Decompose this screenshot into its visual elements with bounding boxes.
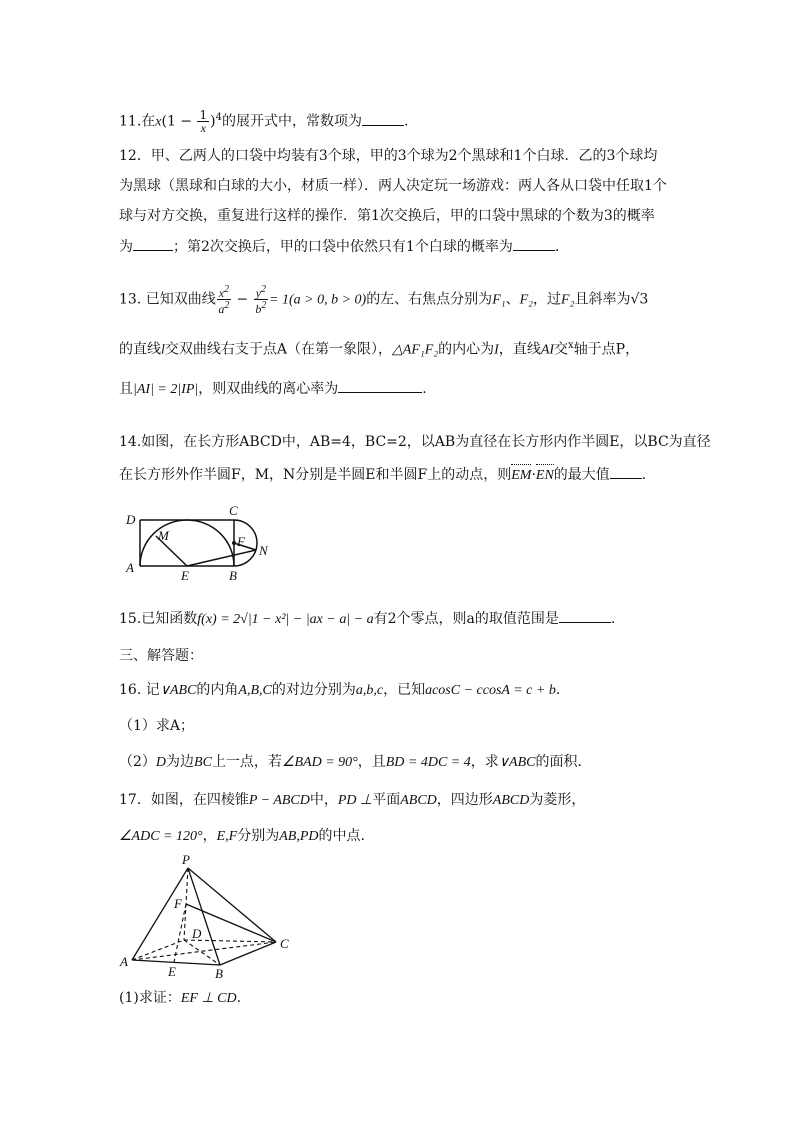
q13-sqrt3: √3 <box>630 291 649 308</box>
q13-line3 <box>119 378 427 400</box>
q11-pre: 11.在 <box>119 113 156 130</box>
q14-label-n: N <box>259 543 268 558</box>
q17-label-d: D <box>192 926 202 941</box>
q13-line2f: 轴于点P， <box>573 341 640 358</box>
q14-line2b: 的最大值 <box>553 467 610 483</box>
q14-vec-en: EN <box>536 466 554 486</box>
q15-fx: f(x) = 2√|1 − x²| − |ax − a| − a <box>197 612 374 627</box>
q17-line1e: 为菱形， <box>529 792 586 808</box>
q16-len: BD = 4DC = 4 <box>385 755 471 770</box>
q16-angles: A,B,C <box>238 683 272 698</box>
q17-edge-bc <box>220 942 276 965</box>
q16-p2a: （2） <box>119 754 156 770</box>
q14-label-m: M <box>158 528 169 543</box>
q11-answer-blank <box>362 111 404 126</box>
q13-line1: 13. 已知双曲线 $\frac{x^2}{a^2}$ − $\frac{y^2}{b^2}$ = 1(a > 0, b > 0)的左、右焦点分别为F₁、F₂，过F₂且斜率为√3 <box>119 284 649 316</box>
q11-expr-open: (1 − <box>161 113 197 130</box>
q16-eq: acosC − ccosA = c + b <box>425 683 556 698</box>
q17-edge-pa <box>132 868 188 960</box>
q17-part1c: . <box>236 990 242 1006</box>
q13-frac-y: $\frac{y^2}{b^2}$ <box>255 284 267 316</box>
q13-pre: 13. 已知双曲线 <box>119 291 216 308</box>
q14-blank <box>610 464 642 479</box>
q14-line1: 14.如图，在长方形ABCD中，AB=4，BC=2，以AB为直径在长方形内作半圆E，以BC为直径 <box>119 434 711 450</box>
q11-expr-close: ) <box>210 113 216 130</box>
q13-line2a: 的直线 <box>119 341 161 358</box>
q16-p2e: ，求 <box>470 754 499 770</box>
q13-xaxis: x <box>568 340 574 351</box>
q17-line2c: 分别为 <box>237 828 280 844</box>
q12-line4a: 为 <box>119 239 133 255</box>
q14-label-d: D <box>126 512 136 527</box>
q17-plane: ABCD <box>400 793 437 808</box>
q15 <box>119 608 615 630</box>
q13-line3b: ，则双曲线的离心率为 <box>198 381 339 397</box>
q17-line1c: 平面 <box>372 792 401 808</box>
q17-line2d: 的中点. <box>318 828 365 844</box>
q11-post: 的展开式中，常数项为 <box>221 113 362 130</box>
q14-label-f: F <box>237 534 245 549</box>
q16-line1e: . <box>555 682 561 698</box>
q13-f2: F₂ <box>519 292 534 308</box>
q17-perp: PD ⊥ <box>337 793 373 808</box>
q11-frac <box>197 109 209 134</box>
q16-part1: （1）求A； <box>119 718 195 734</box>
q17-figure <box>116 852 306 982</box>
q13-f2b: F₂ <box>561 292 575 308</box>
q13-l: l <box>161 342 165 358</box>
q12-line2: 为黑球（黑球和白球的大小，材质一样）．两人决定玩一场游戏：两人各从口袋中任取1个 <box>119 178 667 194</box>
q14-line2a: 在长方形外作半圆F，M，N分别是半圆E和半圆F上的动点，则 <box>119 467 512 483</box>
q14-label-e: E <box>181 568 189 583</box>
q17-pyr: P − ABCD <box>248 793 310 808</box>
q17-line2 <box>119 826 365 847</box>
q15-post: 有2个零点，则a的取值范围是 <box>373 611 559 627</box>
q17-label-e: E <box>168 964 176 979</box>
q16-p2d: ，且 <box>357 754 386 770</box>
q17-edge-ab <box>132 960 220 965</box>
q13-sep: 、 <box>505 291 520 308</box>
q12-line4c: . <box>554 239 560 255</box>
q15-end: . <box>610 611 616 627</box>
q16-line1d: ，已知 <box>383 682 426 698</box>
q13-line2c: 的内心为 <box>438 341 495 358</box>
q14-line2c: . <box>641 467 647 483</box>
q16-line1c: 的对边分别为 <box>271 682 356 698</box>
q13-cond: |AI| = 2|IP| <box>133 382 199 397</box>
q13-line3c: . <box>422 381 427 397</box>
q13-line3a: 且 <box>119 381 133 397</box>
q16-p2b: 为边 <box>166 754 195 770</box>
q15-blank <box>559 608 611 623</box>
q17-label-p: P <box>182 852 190 867</box>
q13-line2e: 交 <box>554 341 569 358</box>
q11-end: . <box>403 113 409 130</box>
q14-vec-em: EM <box>511 466 531 486</box>
q17-EF: E,F <box>216 829 238 844</box>
q13-f1: F₁ <box>492 292 506 308</box>
q14-dot: · <box>531 467 536 483</box>
q16-tri2: ∨ABC <box>498 755 536 770</box>
q15-pre: 15.已知函数 <box>119 611 198 627</box>
q12-blank-1 <box>133 236 173 251</box>
q16-p2c: 上一点，若 <box>211 754 282 770</box>
q13-mid2: ，过 <box>533 291 562 308</box>
q13-mid3: 且斜率为 <box>574 291 631 308</box>
q12-line1: 12．甲、乙两人的口袋中均装有3个球，甲的3个球为2个黑球和1个白球．乙的3个球均 <box>119 148 658 164</box>
q13-I: I <box>494 342 499 358</box>
q17-part1 <box>119 988 241 1009</box>
q12-line4b: ；第2次交换后，甲的口袋中依然只有1个白球的概率为 <box>173 239 513 255</box>
q17-quad: ABCD <box>492 793 530 808</box>
q17-mids: AB,PD <box>279 829 319 844</box>
q17-part1b: EF ⊥ CD <box>180 991 237 1006</box>
q13-frac-x: $\frac{x^2}{a^2}$ <box>218 284 230 316</box>
q14-line2 <box>119 464 646 486</box>
q17-line2a: ∠ADC = 120° <box>119 829 203 844</box>
q17-label-b: B <box>215 966 223 981</box>
q16-part2 <box>119 752 582 773</box>
q13-blank <box>338 378 422 393</box>
q11-power: 4 <box>215 112 222 123</box>
q13-AI: AI <box>540 342 555 358</box>
q17-line1b: 中， <box>309 792 338 808</box>
q14-label-b: B <box>229 568 237 583</box>
q12-blank-2 <box>513 236 555 251</box>
q17-label-f: F <box>174 896 182 911</box>
section-heading: 三、解答题： <box>119 648 203 664</box>
q17-edge-ad <box>132 940 184 960</box>
q16-line1a: 16. 记 <box>119 682 160 698</box>
q11-frac-num: 1 <box>199 108 208 123</box>
q16-line1 <box>119 680 560 701</box>
q16-line1b: 的内角 <box>196 682 239 698</box>
q11-x: x <box>155 114 162 130</box>
q13-eq: = 1(a > 0, b > 0) <box>269 292 367 308</box>
q17-line1a: 17．如图，在四棱锥 <box>119 792 249 808</box>
q13-mid: 的左、右焦点分别为 <box>366 291 493 308</box>
q16-p2f: 的面积. <box>535 754 582 770</box>
q16-ang: ∠BAD = 90° <box>281 755 358 770</box>
q16-BC: BC <box>194 755 212 770</box>
q17-label-a: A <box>120 954 128 969</box>
q12-line4 <box>119 236 559 257</box>
q14-point-f <box>232 541 236 545</box>
q17-label-c: C <box>280 936 289 951</box>
q14-label-c: C <box>229 503 238 518</box>
q16-tri: ∨ABC <box>159 683 197 698</box>
q11 <box>119 108 408 134</box>
q17-line1d: ，四边形 <box>436 792 493 808</box>
q11-frac-den: x <box>200 121 206 136</box>
q13-tri: △AF₁F₂ <box>392 342 439 358</box>
q12-line3: 球与对方交换，重复进行这样的操作．第1次交换后，甲的口袋中黑球的个数为3的概率 <box>119 208 655 224</box>
q14-label-a: A <box>126 560 134 575</box>
q16-D: D <box>155 755 167 770</box>
q13-line2b: 交双曲线右支于点A（在第一象限）， <box>164 341 392 358</box>
q14-figure <box>118 500 288 590</box>
q17-line2b: ， <box>202 828 217 844</box>
q13-line2d: ，直线 <box>498 341 541 358</box>
q16-sides: a,b,c <box>355 683 384 698</box>
q13-line2 <box>119 336 639 361</box>
q17-part1a: (1)求证： <box>119 990 181 1006</box>
q17-line1 <box>119 790 585 811</box>
